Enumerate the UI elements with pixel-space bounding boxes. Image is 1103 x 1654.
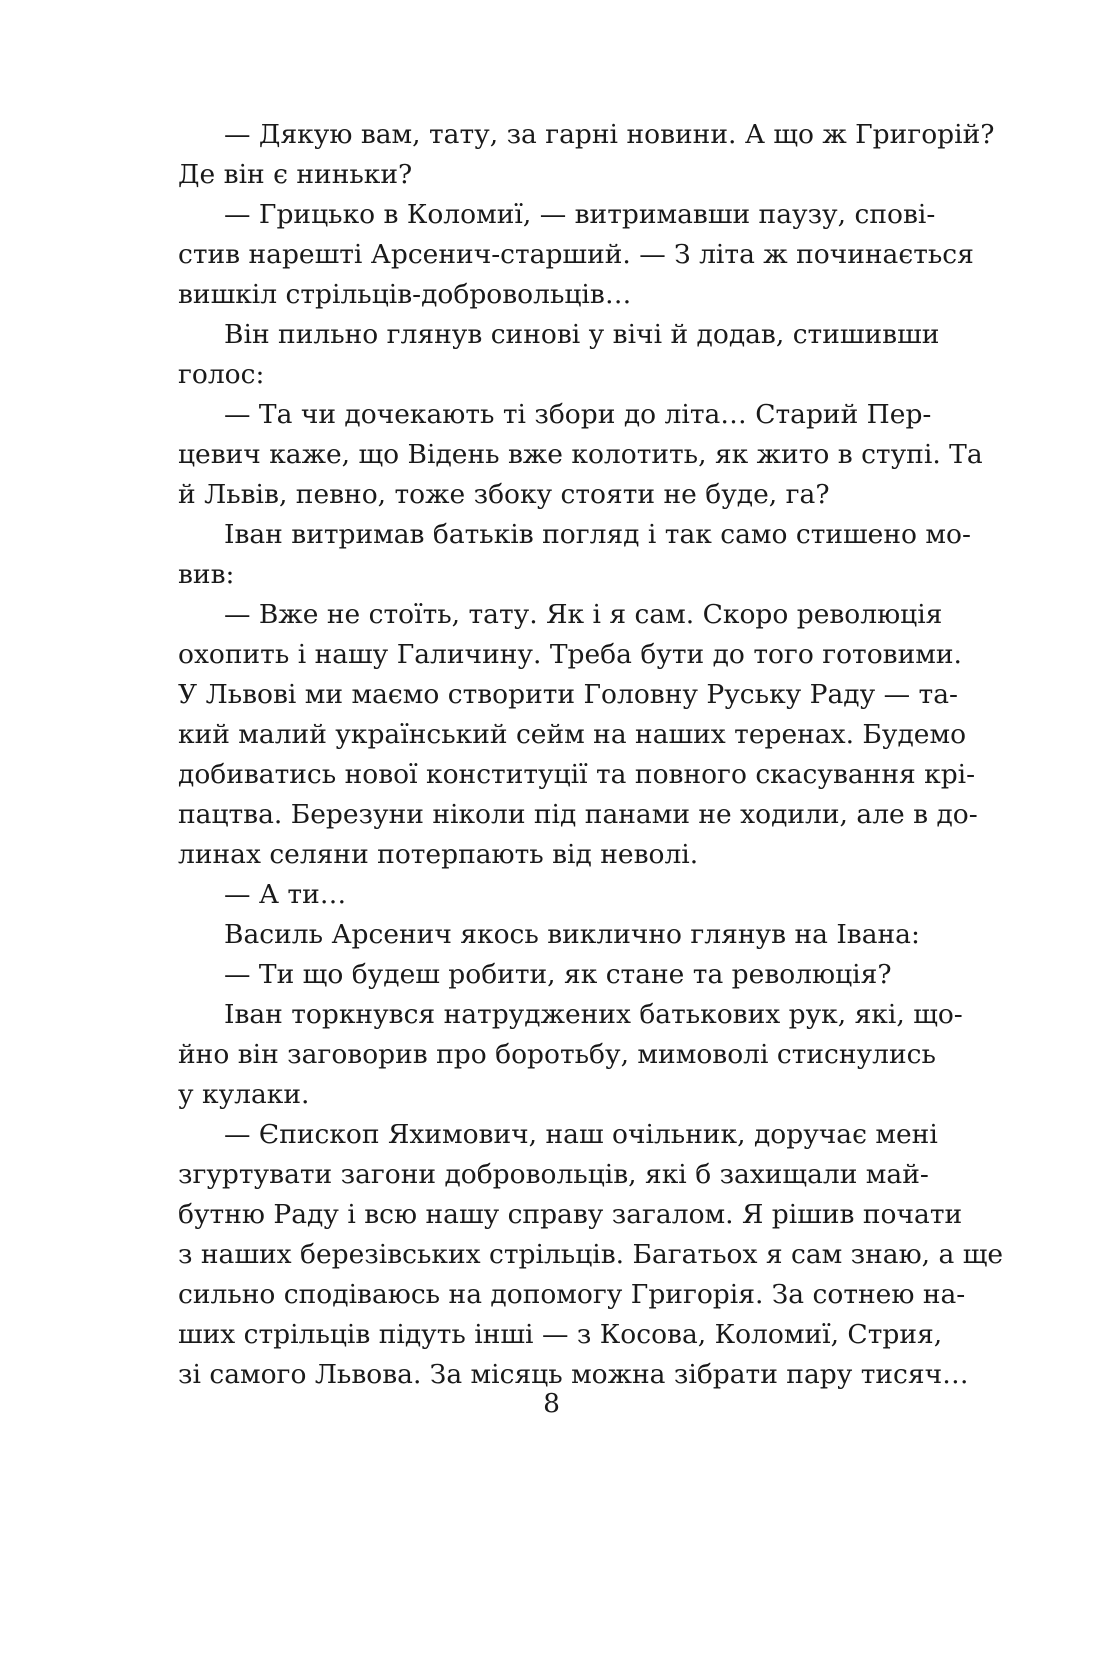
text-line: цевич каже, що Відень вже колотить, як жито в ступі. Та: [178, 439, 983, 470]
text-line: кий малий український сейм на наших теренах. Будемо: [178, 719, 967, 750]
text-line: — Ти що будеш робити, як стане та революція?: [224, 959, 892, 990]
body-text: [178, 115, 1004, 1395]
text-line: Іван торкнувся натруджених батькових рук, які, що-: [224, 999, 963, 1030]
text-line: — Та чи дочекають ті збори до літа… Старий Пер-: [224, 399, 932, 430]
text-line: У Львові ми маємо створити Головну Руську Раду — та-: [178, 679, 958, 710]
text-line: — Єпископ Яхимович, наш очільник, доручає мені: [224, 1119, 938, 1150]
text-line: у кулаки.: [178, 1079, 310, 1110]
text-line: йно він заговорив про боротьбу, мимоволі стиснулись: [178, 1039, 936, 1070]
text-line: зі самого Львова. За місяць можна зібрати пару тисяч…: [178, 1359, 969, 1390]
text-line: Де він є ниньки?: [178, 159, 413, 190]
text-line: пацтва. Березуни ніколи під панами не ходили, але в до-: [178, 799, 978, 830]
text-line: линах селяни потерпають від неволі.: [178, 839, 699, 870]
text-line: й Львів, певно, тоже збоку стояти не буде, га?: [178, 479, 830, 510]
text-line: вишкіл стрільців-добровольців…: [178, 279, 632, 310]
text-line: Він пильно глянув синові у вічі й додав, стишивши: [224, 319, 940, 350]
text-line: охопить і нашу Галичину. Треба бути до того готовими.: [178, 639, 962, 670]
text-line: згуртувати загони добровольців, які б захищали май-: [178, 1159, 929, 1190]
text-line: — А ти…: [224, 879, 347, 910]
text-line: — Вже не стоїть, тату. Як і я сам. Скоро революція: [224, 599, 943, 630]
text-line: вив:: [178, 559, 235, 590]
text-line: голос:: [178, 359, 265, 390]
text-line: — Дякую вам, тату, за гарні новини. А що ж Григорій?: [224, 119, 995, 150]
text-line: сильно сподіваюсь на допомогу Григорія. За сотнею на-: [178, 1279, 966, 1310]
text-line: бутню Раду і всю нашу справу загалом. Я рішив почати: [178, 1199, 963, 1230]
text-line: добиватись нової конституції та повного скасування крі-: [178, 759, 976, 790]
page-number: 8: [543, 1388, 560, 1419]
text-line: з наших березівських стрільців. Багатьох я сам знаю, а ще: [178, 1239, 1004, 1270]
text-line: Василь Арсенич якось виклично глянув на Івана:: [224, 919, 920, 950]
text-line: ших стрільців підуть інші — з Косова, Коломиї, Стрия,: [178, 1319, 943, 1350]
text-line: стив нарешті Арсенич-старший. — З літа ж починається: [178, 239, 974, 270]
text-line: — Грицько в Коломиї, — витримавши паузу, спові-: [224, 199, 936, 230]
text-line: Іван витримав батьків погляд і так само стишено мо-: [224, 519, 971, 550]
